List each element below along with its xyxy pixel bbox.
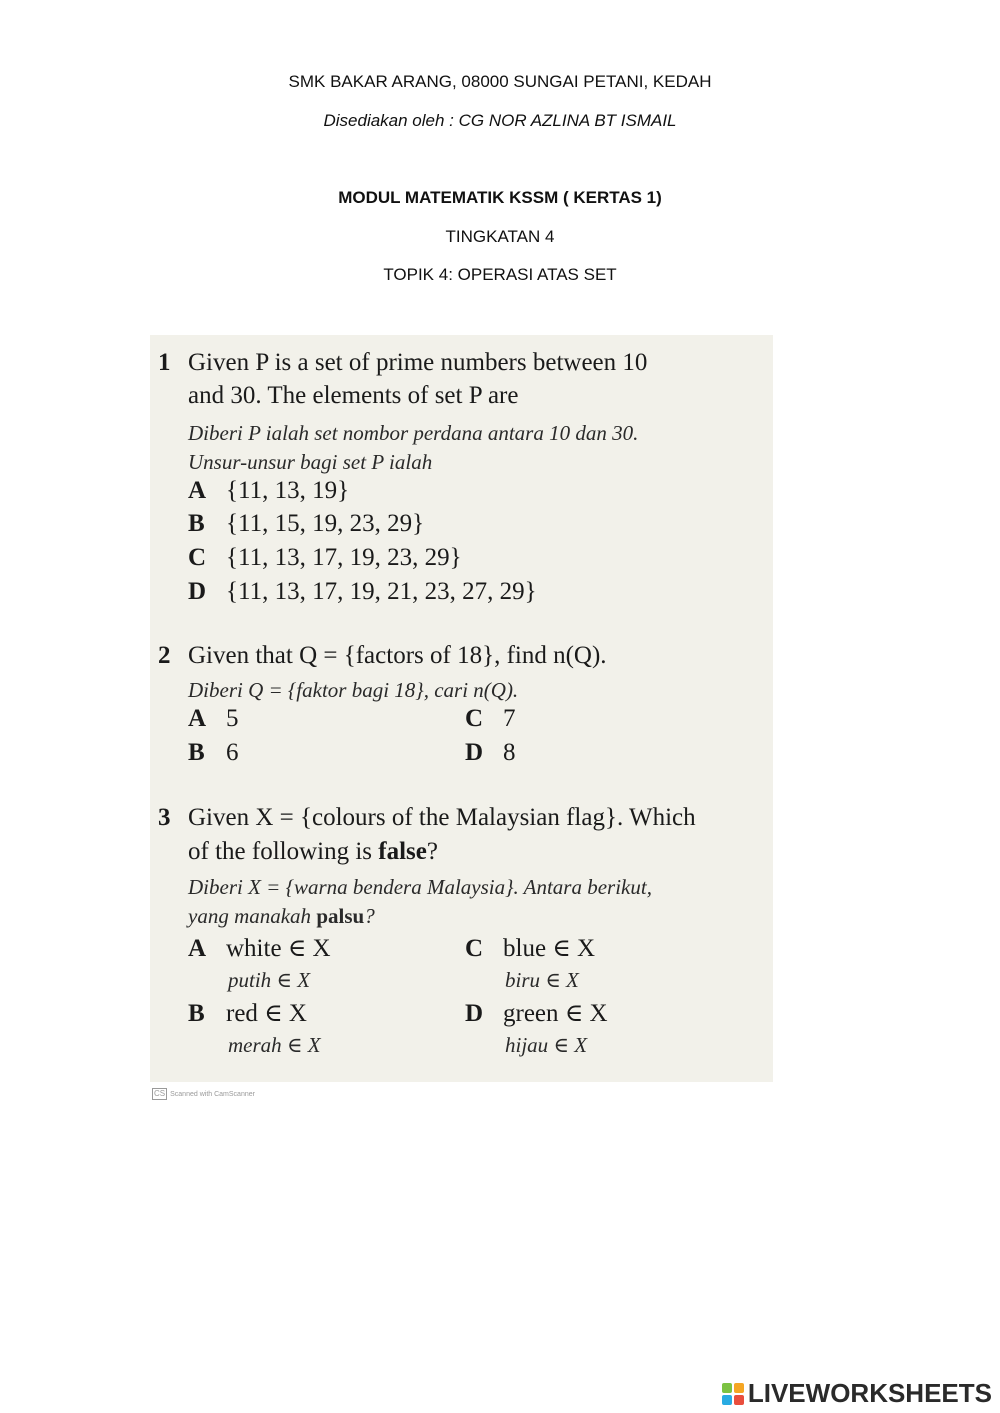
scanner-watermark [152,1088,255,1100]
liveworksheets-brand[interactable] [722,1378,992,1409]
option-label: D [188,578,207,605]
module-title: MODUL MATEMATIK KSSM ( KERTAS 1) [338,188,662,207]
logo-square [734,1383,744,1393]
option-a[interactable] [188,705,239,733]
option-text: blue ∈ X [503,935,596,962]
text-part: ? [364,904,375,928]
option-label: C [465,705,484,732]
question-text-en: Given that Q = {factors of 18}, find n(Q). [188,642,607,669]
text-part: of the following is [188,838,379,865]
option-subtext: hijau ∈ X [505,1033,588,1057]
option-label: C [188,544,207,571]
text-part: yang manakah [188,904,317,928]
question-text-ms [188,904,375,929]
option-c[interactable] [465,933,595,963]
option-text: white ∈ X [226,935,331,962]
option-a[interactable] [188,477,349,505]
camscanner-icon: CS [154,1089,166,1098]
option-subtext: merah ∈ X [228,1033,321,1057]
option-subtext: putih ∈ X [228,968,311,992]
option-d[interactable] [465,998,608,1028]
logo-square [722,1383,732,1393]
question-number: 3 [158,804,171,831]
option-b[interactable] [188,510,424,538]
prepared-by: Disediakan oleh : CG NOR AZLINA BT ISMAIL [323,111,677,130]
liveworksheets-logo-icon [722,1383,744,1405]
option-text: {11, 13, 17, 19, 23, 29} [226,544,462,571]
option-label: B [188,510,205,537]
option-text: {11, 13, 17, 19, 21, 23, 27, 29} [226,578,537,605]
option-label: D [465,1000,484,1027]
option-a[interactable] [188,933,331,963]
option-text: 8 [503,739,516,766]
option-b[interactable] [188,739,239,767]
option-text: 6 [226,739,239,766]
text-part: ? [426,838,438,865]
option-text: {11, 15, 19, 23, 29} [226,510,425,537]
option-subtext: biru ∈ X [505,968,579,992]
option-label: A [188,935,207,962]
option-label: B [188,739,205,766]
option-text: red ∈ X [226,1000,307,1027]
scanned-question-sheet [150,335,773,1082]
form-level: TINGKATAN 4 [445,227,555,246]
option-text: {11, 13, 19} [226,477,350,504]
emphasis-palsu: palsu [316,904,365,928]
question-text-en: Given P is a set of prime numbers between 10 [188,349,648,376]
option-b[interactable] [188,998,307,1028]
option-c[interactable] [465,705,516,733]
option-d[interactable] [465,739,516,767]
logo-square [734,1395,744,1405]
question-text-ms: Diberi X = {warna bendera Malaysia}. Antara berikut, [188,875,652,899]
question-text-ms: Diberi P ialah set nombor perdana antara 10 dan 30. [188,421,639,445]
option-label: B [188,1000,205,1027]
option-d[interactable] [188,578,537,606]
option-label: C [465,935,484,962]
option-text: 5 [226,705,239,732]
question-number: 2 [158,642,171,669]
question-text-en: and 30. The elements of set P are [188,382,519,409]
question-text-en [188,838,438,866]
option-label: A [188,477,207,504]
option-c[interactable] [188,544,462,572]
emphasis-false: false [378,838,427,865]
question-text-ms: Diberi Q = {faktor bagi 18}, cari n(Q). [188,678,519,702]
topic-title: TOPIK 4: OPERASI ATAS SET [383,265,617,284]
question-text-en: Given X = {colours of the Malaysian flag}. Which [188,804,696,831]
option-label: A [188,705,207,732]
scanner-text: Scanned with CamScanner [170,1090,255,1098]
option-text: green ∈ X [503,1000,608,1027]
option-text: 7 [503,705,516,732]
option-label: D [465,739,484,766]
question-number: 1 [158,349,171,376]
school-name: SMK BAKAR ARANG, 08000 SUNGAI PETANI, KEDAH [288,72,712,91]
logo-square [722,1395,732,1405]
brand-name: LIVEWORKSHEETS [747,1378,992,1408]
question-text-ms: Unsur-unsur bagi set P ialah [188,450,433,474]
